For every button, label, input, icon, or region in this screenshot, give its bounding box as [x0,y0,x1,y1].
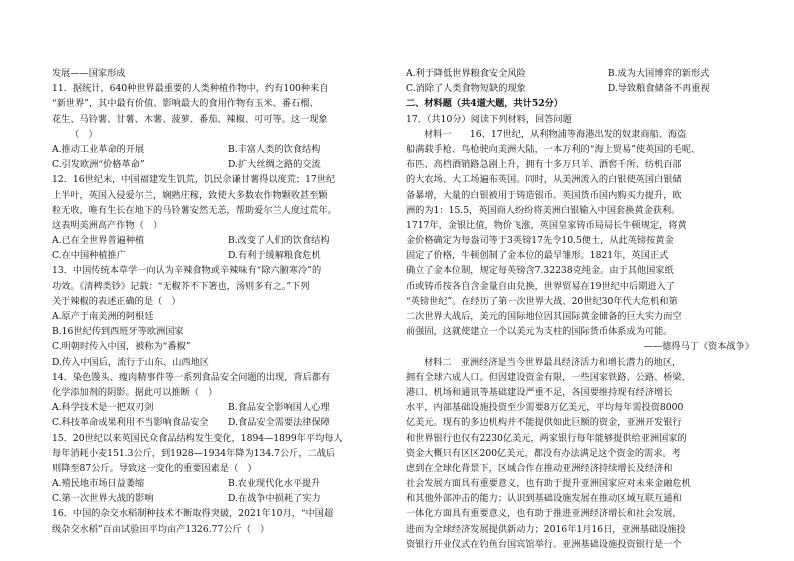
option-d: D.在战争中损耗了实力 [228,493,321,505]
text-line: “英镑世纪”。在经历了第一次世界大战、20世纪30年代大危机和第 [406,295,678,307]
text-line: 资银行开业仪式在钓鱼台国宾馆举行。亚洲基础设施投资银行是一个 [406,538,682,550]
text-line: 发展——国家形成 [52,68,126,79]
material-2-start: 材料二 亚洲经济是当今世界最具经济活力和增长潜力的地区， [424,356,682,368]
text-line: 水平，内部基础设施投资至少需要8万亿美元，平均每年需投资8000 [406,402,684,414]
text-line: 拥有全球六成人口。但因建设资金有限，一些国家铁路、公路、桥梁、 [406,371,691,383]
option-b: B.农业现代化水平提升 [228,478,321,490]
text-line: 进而为全球经济发展提供新动力；2016年1月16日，亚洲基础设施投 [406,523,686,535]
text-line: 布匹、高档酒销路急剧上升，拥有十多万只羊、酒窖千所、纺机百部 [406,159,682,171]
question-12: 12．16世纪末，中国福建发生饥荒，饥民佘谦甘薯得以度荒；17世纪 [52,174,336,186]
option-row [52,415,404,430]
text-line: 确立了金本位制，规定每英镑含7.32238克纯金。由于其他国家纸 [406,265,674,277]
option-row [406,81,754,96]
question-15: 15．20世纪以来英国民众食品结构发生变化，1894—1899年平均每人 [52,432,343,444]
option-row [52,491,404,506]
option-c: C.在中国种植推广 [52,250,126,262]
text-line: 亿美元。现有的多边机构并不能提供如此巨额的资金，亚洲开发银行 [406,417,682,429]
text-line: “新世界”，其中最有价值、影响最大的食用作物有玉米、番石榴、 [52,98,319,110]
text-line: 币或铸币按各自含金量自由兑换，世界贸易在19世纪中后期进入了 [406,280,675,292]
option-a: A.殖民地市场日益萎缩 [52,478,145,490]
text-line: 级杂交水稻”百亩试验田平均亩产1326.77公斤（ ） [52,523,270,535]
option-row [52,248,404,263]
text-line: 和世界银行也仅有2230亿美元，两家银行每年能够提供给亚洲国家的 [406,432,687,444]
question-16: 16．中国的杂交水稻制种技术不断取得突破，2021年10月，“中国超 [52,508,334,520]
option-b: B.16世纪传到西班牙等欧洲国家 [52,326,184,338]
text-line: 功效。《清稗类钞》记载：“无椒芥不下箸也，汤则多有之。”下列 [52,280,310,292]
section-title: 二、材料题（共4道大题，共计52分） [406,98,563,110]
option-c: C.消除了人类食物短缺的现象 [406,83,526,95]
option-b: B.食品安全影响国人心理 [228,402,330,414]
text-line: 金价格确定为每盎司等于3英镑17先令10.5便士，从此英镑按黄金 [406,235,674,247]
option-row [406,66,754,81]
text-line: 的大农场、大工场遍布英国。同时，从美洲流入的白银使英国白银储 [406,174,682,186]
option-row [52,142,404,157]
text-line: 固定了价格，牛顿创制了金本位的最早雏形。1821年，英国正式 [406,250,669,262]
question-13: 13．中国传统本草学一向认为辛辣食物或辛辣味有“除六腑寒冷”的 [52,265,322,277]
left-column [52,66,404,537]
option-a: A.利于降低世界粮食安全风险 [406,68,526,79]
option-d: D.食品安全需要法律保障 [228,417,330,429]
option-row [52,476,404,491]
option-row [52,157,404,172]
option-d: D.传入中国后，流行于山东、山西地区 [52,356,209,368]
material-1-source: ——德得马丁《资本战争》 [643,341,754,353]
option-b: B.改变了人们的饮食结构 [228,235,330,247]
option-a: A.已在全世界普遍种植 [52,235,145,247]
option-d: D.扩大丝绸之路的交流 [228,159,321,171]
text-line: 1717年，金银比值，物价飞涨，英国皇家铸币局局长牛顿规定，将黄 [406,219,687,231]
question-14: 14．染色馒头、瘦肉精事件等一系列食品安全问题的出现，背后都有 [52,371,331,383]
option-row [52,400,404,415]
text-line: 每年消耗小麦151.3公斤，到1928—1934年降为134.7公斤，二战后 [52,447,336,459]
material-1-start: 材料一 16、17世纪，从利物浦等海港出发的奴隶商船、海盗 [424,128,687,140]
option-a: A.科学技术是一把双刃剑 [52,402,154,414]
option-c: C.明朝时传入中国，被称为“番椒” [52,341,191,353]
question-11: 11．据统计，640种世界最重要的人类种植作物中，约有100种来自 [52,83,329,95]
text-line: 港口、机场和通讯等基础建设严重不足，各国要维持现有经济增长 [406,386,673,398]
text-line: 资金大概只有区区200亿美元，都没有办法满足这个资金的需求。考 [406,447,681,459]
option-d: D.有利于缓解粮食危机 [228,250,321,262]
text-line: 粒无收，唯有生长在地下的马铃薯安然无恙，帮助爱尔兰人度过荒年。 [52,204,337,216]
text-line: 备暴增，大量的白银被用于铸造银币。英国货币国内购买力提升，欧 [406,189,682,201]
text-line: 社会发展方面具有重要意义，也有助于提升亚洲国家应对未来金融危机 [406,478,691,490]
question-17: 17．（共10分）阅读下列材料，回答问题 [406,113,572,125]
option-c: C.科技革命成果利用不当影响食品安全 [52,417,209,429]
text-line: 前强固，这就使建立一个以美元为支柱的国际货币体系成为可能。 [406,326,673,338]
option-b: B.丰富人类的饮食结构 [228,143,321,155]
text-line: 关于辣椒的表述正确的是（ ） [52,295,181,307]
answer-blank: （ ） [70,128,98,140]
text-line: 和其他外部冲击的能力；认识到基础设施发展在推动区域互联互通和 [406,493,682,505]
text-line: 上半叶，英国入侵爱尔兰，娴熟庄稼，致使大多数农作物颗收甚至颗 [52,189,328,201]
option-a: A.原产于南美洲的阿根廷 [52,311,154,322]
text-line: 虑到在全球化背景下，区域合作在推动亚洲经济持续增长及经济和 [406,462,673,474]
text-line: 花生、马铃薯、甘薯、木薯、菠萝、番茄、辣椒、可可等。这一现象 [52,113,328,125]
option-a: A.推动工业革命的开展 [52,143,145,155]
text-line: 这表明美洲高产作物（ ） [52,219,163,231]
text-line: 洲的为1：15.5，英国商人纷纷将美洲白银输入中国套换黄金获利。 [406,204,681,216]
text-line: 二次世界大战后，美元的国际地位因其国际黄金储备的巨大实力而空 [406,311,682,322]
right-column [406,66,754,552]
text-line: 一体化方面具有重要意义，也有助于推进亚洲经济增长和社会发展， [406,508,682,520]
option-b: B.成为大国博弈的新形式 [607,68,710,79]
text-line: 船满载手枪、鸟枪驶向美洲大陆，一本万利的“海上贸易”使英国的毛呢、 [406,143,701,155]
option-d: D.导致粮食储备不再重视 [607,83,710,95]
option-c: C.引发欧洲“价格革命” [52,159,145,171]
text-line: 化学添加剂的阴影。据此可以推断（ ） [52,386,218,398]
option-row [52,233,404,248]
option-c: C.第一次世界大战的影响 [52,493,154,505]
text-line: 则降至87公斤。导致这一变化的重要因素是（ ） [52,462,257,474]
